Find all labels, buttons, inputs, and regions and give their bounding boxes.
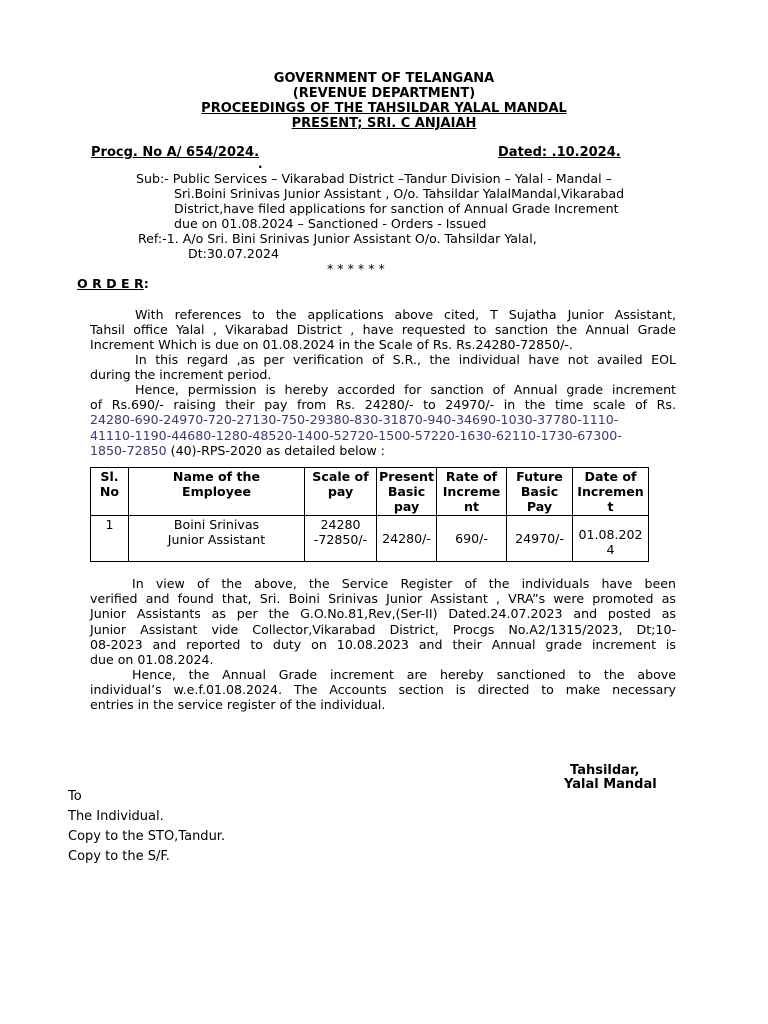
header-rate-of-increment: Rate of Increme nt xyxy=(437,468,507,516)
paragraph-line: 08-2023 and reported to duty on 10.08.2023 and their Annual grade increment is xyxy=(90,636,676,652)
paragraph-line: entries in the service register of the individual. xyxy=(90,697,386,713)
recipient: The Individual. xyxy=(68,809,164,824)
paragraph-service-register xyxy=(90,576,676,667)
cell-sl: 1 xyxy=(91,516,129,562)
paragraph-line: of Rs.690/- raising their pay from Rs. 24280/- to 24970/- in the time scale of Rs. xyxy=(90,397,676,413)
header-future-basic-pay: Future Basic Pay xyxy=(507,468,573,516)
paragraph-line: individual’s w.e.f.01.08.2024. The Accounts section is directed to make necessary xyxy=(90,682,676,698)
paragraph-permission xyxy=(90,382,676,458)
cell-present-pay: 24280/- xyxy=(377,516,437,562)
cell-employee: Boini Srinivas Junior Assistant xyxy=(129,516,305,562)
paragraph-line: Junior Assistants as per the G.O.No.81,Rev,(Ser-II) Dated.24.07.2023 and posted as xyxy=(90,606,676,622)
paragraph-sanction xyxy=(90,667,676,713)
paragraph-line: verified and found that, Sri. Boini Srinivas Junior Assistant , VRA”s were promoted as xyxy=(90,591,676,607)
pay-scale-line: 24280-690-24970-720-27130-750-29380-830-31870-940-34690-1030-37780-1110- xyxy=(90,412,619,428)
signature-office: Yalal Mandal xyxy=(564,777,657,792)
paragraph-line: In view of the above, the Service Register of the individuals have been xyxy=(132,576,676,591)
paragraph-line: With references to the applications above cited, T Sujatha Junior Assistant, xyxy=(135,307,676,322)
header-date-of-increment: Date of Incremen t xyxy=(573,468,649,516)
reference-date: Dt:30.07.2024 xyxy=(188,246,279,261)
increment-table xyxy=(90,467,649,562)
govt-heading: GOVERNMENT OF TELANGANA xyxy=(273,71,495,86)
copy-sf: Copy to the S/F. xyxy=(68,849,170,864)
order-heading-text: O R D E R xyxy=(77,276,144,291)
paragraph-line: Increment Which is due on 01.08.2024 in the Scale of Rs. Rs.24280-72850/-. xyxy=(90,337,573,353)
order-heading xyxy=(77,276,149,291)
paragraph-verification xyxy=(90,352,676,382)
header-scale-of-pay: Scale of pay xyxy=(305,468,377,516)
present-heading: PRESENT; SRI. C ANJAIAH xyxy=(291,116,477,131)
table-row xyxy=(91,516,649,562)
pay-scale-end: 1850-72850 xyxy=(90,442,167,458)
to-label: To xyxy=(68,789,82,804)
header-sl-no: Sl. No xyxy=(91,468,129,516)
cell-date: 01.08.202 4 xyxy=(573,516,649,562)
order-colon: : xyxy=(143,276,149,291)
header-employee-name: Name of the Employee xyxy=(129,468,305,516)
subject-line: Sri.Boini Srinivas Junior Assistant , O/o. Tahsildar YalalMandal,Vikarabad xyxy=(174,186,625,201)
signature-title: Tahsildar, xyxy=(570,763,640,778)
copy-sto: Copy to the STO,Tandur. xyxy=(68,829,226,844)
department-heading: (REVENUE DEPARTMENT) xyxy=(292,86,476,101)
header-present-basic-pay: Present Basic pay xyxy=(377,468,437,516)
procg-number: Procg. No A/ 654/2024. xyxy=(91,145,260,160)
pay-scale-line: 41110-1190-44680-1280-48520-1400-52720-1500-57220-1630-62110-1730-67300- xyxy=(90,427,622,443)
paragraph-line: In this regard ,as per verification of S.R., the individual have not availed EOL xyxy=(135,352,676,367)
paragraph-line: Hence, permission is hereby accorded for sanction of Annual grade increment xyxy=(135,382,676,397)
cell-scale: 24280 -72850/- xyxy=(305,516,377,562)
subject-line: due on 01.08.2024 – Sanctioned - Orders - Issued xyxy=(174,216,487,231)
cell-rate: 690/- xyxy=(437,516,507,562)
table-header-row xyxy=(91,468,649,516)
pay-scale-suffix: (40)-RPS-2020 as detailed below : xyxy=(166,442,385,458)
cell-future-pay: 24970/- xyxy=(507,516,573,562)
paragraph-line: during the increment period. xyxy=(90,367,272,383)
proceedings-heading: PROCEEDINGS OF THE TAHSILDAR YALAL MANDAL xyxy=(201,101,567,116)
paragraph-line: due on 01.08.2024. xyxy=(90,652,214,668)
reference-line: Ref:-1. A/o Sri. Bini Srinivas Junior Assistant O/o. Tahsildar Yalal, xyxy=(138,231,537,246)
dot-mark: . xyxy=(258,157,263,171)
subject-line: Sub:- Public Services – Vikarabad District –Tandur Division – Yalal - Mandal – xyxy=(136,171,612,186)
paragraph-line: Tahsil office Yalal , Vikarabad District , have requested to sanction the Annual Grade xyxy=(90,322,676,338)
dated: Dated: .10.2024. xyxy=(498,145,621,160)
separator: * * * * * * xyxy=(327,261,385,276)
paragraph-line: Hence, the Annual Grade increment are hereby sanctioned to the above xyxy=(132,667,676,682)
paragraph-request xyxy=(90,307,676,353)
paragraph-line: Junior Assistant vide Collector,Vikarabad District, Procgs No.A2/1315/2023, Dt;10- xyxy=(90,621,676,637)
pay-scale-line-last xyxy=(90,443,676,458)
subject-line: District,have filed applications for sanction of Annual Grade Increment xyxy=(174,201,619,216)
